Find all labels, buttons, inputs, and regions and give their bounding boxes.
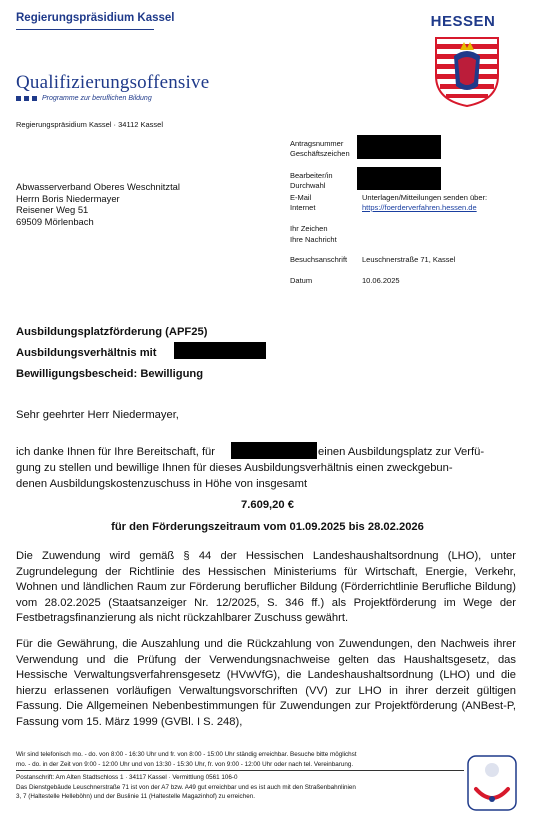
redaction-box — [174, 342, 266, 359]
program-logo-subtitle: Programme zur beruflichen Bildung — [42, 95, 152, 102]
paragraph-text: Für die Gewährung, die Auszahlung und die Rückzahlung von Zuwendungen, den Nachweis ihrer Verwendung und die Prüfung der Verwendungsnachweise gelten das Haushaltsgesetz, das Hessische Verwaltungsverfahrensgesetz (HVwVfG), die Landeshaushaltsordnung (LHO) und die hierzu erlassenen vorläufigen Verwaltungsvorschriften (VV) zur LHO in ihrer derzeit gültigen Fassung. Die Allgemeinen Nebenbestimmungen für Zuwendungen zur Projektförderung (ANBest-P, Fassung vom 15. März 1999 (GVBl. I S. 248), — [16, 638, 516, 728]
authority-name: Regierungspräsidium Kassel — [16, 12, 175, 24]
body-intro-line-a: ich danke Ihnen für Ihre Bereitschaft, für — [16, 446, 215, 458]
recipient-line: Herrn Boris Niedermayer — [16, 192, 120, 204]
footer-hours-line: Wir sind telefonisch mo. - do. von 8:00 - 16:30 Uhr und fr. von 8:00 - 15:00 Uhr ständig erreichbar. Besuche bitte möglichst — [16, 751, 357, 758]
recipient-address — [16, 181, 180, 227]
logo-square-icon — [24, 96, 29, 101]
meta-label-antragsnummer: Antragsnummer — [290, 139, 344, 148]
salutation: Sehr geehrter Herr Niedermayer, — [16, 409, 179, 421]
body-intro-line-b: einen Ausbildungsplatz zur Verfü- — [318, 446, 485, 458]
redaction-box — [357, 167, 441, 190]
redaction-box — [357, 135, 441, 159]
subject-line: Ausbildungsplatzförderung (APF25) — [16, 326, 208, 338]
meta-label-geschaeftszeichen: Geschäftszeichen — [290, 149, 350, 158]
meta-label-besuchsanschrift: Besuchsanschrift — [290, 255, 348, 264]
sender-line: Regierungspräsidium Kassel · 34112 Kassel — [16, 120, 164, 129]
family-friendly-seal-icon — [467, 755, 517, 811]
meta-label-ihre-nachricht: Ihre Nachricht — [290, 235, 337, 244]
meta-label-datum: Datum — [290, 276, 313, 285]
footer-postal: Postanschrift: Am Alten Stadtschloss 1 · 34117 Kassel · Vermittlung 0561 106-0 — [16, 774, 238, 781]
logo-square-icon — [32, 96, 37, 101]
grant-period: für den Förderungszeitraum vom 01.09.2025 bis 28.02.2026 — [111, 521, 424, 533]
legal-paragraph-2 — [16, 637, 516, 731]
program-logo-title: Qualifizierungsoffensive — [16, 72, 210, 93]
meta-label-ihr-zeichen: Ihr Zeichen — [290, 224, 328, 233]
footer-hours — [16, 750, 466, 769]
meta-label-durchwahl: Durchwahl — [290, 181, 326, 190]
subject-line: Bewilligungsbescheid: Bewilligung — [16, 368, 204, 380]
recipient-line: Reisener Weg 51 — [16, 204, 89, 216]
body-intro-line-d: denen Ausbildungskostenzuschuss in Höhe von insgesamt — [16, 478, 308, 490]
logo-square-icon — [16, 96, 21, 101]
internet-link[interactable]: https://foerderverfahren.hessen.de — [362, 203, 477, 212]
recipient-line: 69509 Mörlenbach — [16, 215, 94, 227]
legal-paragraph-1 — [16, 549, 516, 627]
grant-amount: 7.609,20 € — [241, 499, 294, 511]
meta-label-bearbeiter: Bearbeiter/in — [290, 171, 333, 180]
hessen-crest-icon — [434, 36, 500, 108]
redaction-box — [231, 442, 317, 459]
header-underline — [16, 29, 154, 30]
footer-divider — [16, 770, 464, 771]
meta-value-besuchsanschrift: Leuschnerstraße 71, Kassel — [362, 255, 456, 264]
meta-value-email: Unterlagen/Mitteilungen senden über: — [362, 193, 488, 202]
meta-value-datum: 10.06.2025 — [362, 276, 400, 285]
footer-address — [16, 773, 466, 802]
subject-line: Ausbildungsverhältnis mit — [16, 347, 157, 359]
footer-hours-line: mo. - do. in der Zeit von 9:00 - 12:00 Uhr und von 13:30 - 15:30 Uhr, fr. von 9:00 - 12:00 Uhr oder nach tel. Vereinbarung. — [16, 760, 354, 768]
meta-label-internet: Internet — [290, 203, 316, 212]
hessen-wordmark: HESSEN — [430, 13, 496, 30]
program-logo — [16, 72, 209, 102]
footer-transit-line: 3, 7 (Haltestelle Helleböhn) und der Buslinie 11 (Haltestelle Magazinhof) zu erreichen. — [16, 793, 255, 800]
meta-label-email: E-Mail — [290, 193, 312, 202]
footer-transit-line: Das Dienstgebäude Leuschnerstraße 71 ist von der A7 bzw. A49 gut erreichbar und es ist auch mit den Straßenbahnlinien — [16, 783, 356, 791]
recipient-line: Abwasserverband Oberes Weschnitztal — [16, 181, 180, 192]
body-intro-line-c: gung zu stellen und bewillige Ihnen für dieses Ausbildungsverhältnis einen zweckgebun- — [16, 462, 453, 474]
paragraph-text: Die Zuwendung wird gemäß § 44 der Hessischen Landeshaushaltsordnung (LHO), unter Zugrundelegung der Richtlinie des Hessischen Ministeriums für Wirtschaft, Energie, Verkehr, Wohnen und ländlichen Raum zur Förderung beruflicher Bildung (Förderrichtlinie Berufliche Bildung) vom 28.02.2025 (Staatsanzeiger Nr. 12/2025, S. 346 ff.) als Projektförderung im Wege der Festbetragsfinanzierung als nicht rückzahlbarer Zuschuss gewährt. — [16, 550, 516, 625]
